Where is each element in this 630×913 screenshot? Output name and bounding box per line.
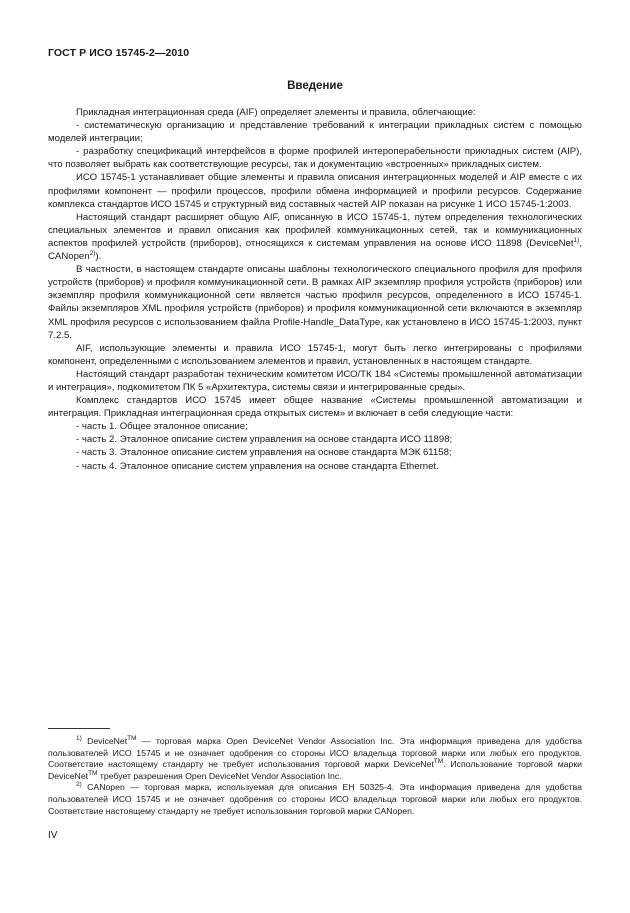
- paragraph-committee: Настоящий стандарт разработан техническим комитетом ИСО/ТК 184 «Системы промышленной автоматизации и интеграция», подкомитетом ПК 5 «Архитектура, системы связи и интегрированные среды».: [48, 368, 582, 393]
- section-title: Введение: [287, 80, 343, 92]
- paragraph-iso-15745-1: ИСО 15745-1 устанавливает общие элементы и правила описания интеграционных моделей и AIP вместе с их профилями компонент — профили процессов, профили обмена информацией и профили ресурсов. Содержание комплекса стандартов ИСО 15745 и структурный вид составных частей AIP показан на рисунке 1 ИСО 15745-1:2003.: [48, 172, 582, 210]
- paragraph-extension-text: Настоящий стандарт расширяет общую AIF, описанную в ИСО 15745-1, путем определения технологических специальных элементов и правил описания как профилей коммуникационных сетей, так и коммуникационных аспектов профилей устройств (приборов), относящихся к системам управления на основе ИСО 11898 (DeviceNet: [48, 211, 582, 249]
- footnote-1-text: DeviceNet: [87, 736, 128, 746]
- document-header: ГОСТ Р ИСО 15745-2—2010: [48, 47, 190, 59]
- footnote-2-marker: 2): [76, 781, 82, 789]
- list-item-interfaces: - разработку спецификаций интерфейсов в форме профилей интероперабельности прикладных систем (AIP), что позволяет выбрать как соответствующие ресурсы, так и документацию «встроенных» прикладных систем.: [48, 146, 582, 171]
- paragraph-extension-text-3: ).: [95, 251, 102, 263]
- paragraph-integration: AIF, использующие элементы и правила ИСО 15745-1, могут быть легко интегрированы с профилями компонент, определенными с использованием элементов и правил, установленных в настоящем стандарте.: [48, 342, 582, 367]
- footnote-1-marker: 1): [76, 735, 82, 742]
- page-number: IV: [48, 830, 58, 841]
- footnote-divider: [48, 728, 110, 729]
- paragraph-extension: [48, 211, 582, 263]
- trademark-mark: TM: [127, 735, 137, 742]
- introduction-body: [48, 106, 582, 473]
- footnotes: [48, 736, 582, 817]
- footnote-2-text: CANopen — торговая марка, используемая для описания EH 50325-4. Эта информация приведена для удобства пользователей ИСО 15745 и не означает одобрения со стороны ИСО владельца торговой марки или любых его продуктов. Соответствие настоящему стандарту не требует использования торговой марки CANopen.: [48, 782, 582, 816]
- trademark-mark-3: TM: [88, 769, 98, 777]
- footnote-2: [48, 782, 582, 817]
- footnote-1-text-2: — торговая марка Open DeviceNet Vendor Association Inc. Эта информация приведена для удобства пользователей ИСО 15745 и не означает одобрения со стороны ИСО владельца торговой марки или любых его продуктов. Соответствие настоящему стандарту не требует использования торговой марки DeviceNet: [48, 736, 583, 770]
- paragraph-aif: Прикладная интеграционная среда (AIF) определяет элементы и правила, облегчающие:: [76, 107, 476, 118]
- list-item-part-1: - часть 1. Общее эталонное описание;: [76, 421, 248, 433]
- footnote-1-text-4: требует разрешения Open DeviceNet Vendor Association Inc.: [97, 770, 342, 781]
- footnote-1-text-3: . Использование торговой марки DeviceNet: [48, 759, 582, 781]
- footnote-ref-1: 1): [573, 236, 580, 244]
- list-item-part-4: - часть 4. Эталонное описание систем управления на основе стандарта Ethernet.: [76, 460, 439, 472]
- list-item-organization: - систематическую организацию и представление требований к интеграции прикладных систем с помощью моделей интеграции;: [48, 120, 582, 145]
- paragraph-templates: В частности, в настоящем стандарте описаны шаблоны технологического специального профиля для профиля устройств (приборов) и профиля коммуникационной сети. В рамках AIP экземпляр профиля устройств (приборов) или экземпляр профиля коммуникационной сети является частью профиля ресурсов, определенного в ИСО 15745-1. Файлы экземпляров XML профиля устройств (приборов) и профиля коммуникационной сети включаются в экземпляр XML профиля ресурсов с использованием файла Profile-Handle_DataType, как установлено в ИСО 15745-1:2003, пункт 7.2.5.: [48, 264, 582, 341]
- footnote-1: [48, 736, 582, 782]
- paragraph-series: Комплекс стандартов ИСО 15745 имеет общее название «Системы промышленной автоматизации и интеграция. Прикладная интеграционная среда открытых систем» и включает в себя следующие части:: [48, 395, 582, 420]
- paragraph-extension-text-2: , CANopen: [48, 237, 582, 263]
- trademark-mark-2: TM: [433, 758, 444, 766]
- list-item-part-3: - часть 3. Эталонное описание систем управления на основе стандарта МЭК 61158;: [76, 447, 452, 459]
- footnote-ref-2: 2): [89, 250, 96, 258]
- list-item-part-2: - часть 2. Эталонное описание систем управления на основе стандарта ИСО 11898;: [76, 434, 453, 446]
